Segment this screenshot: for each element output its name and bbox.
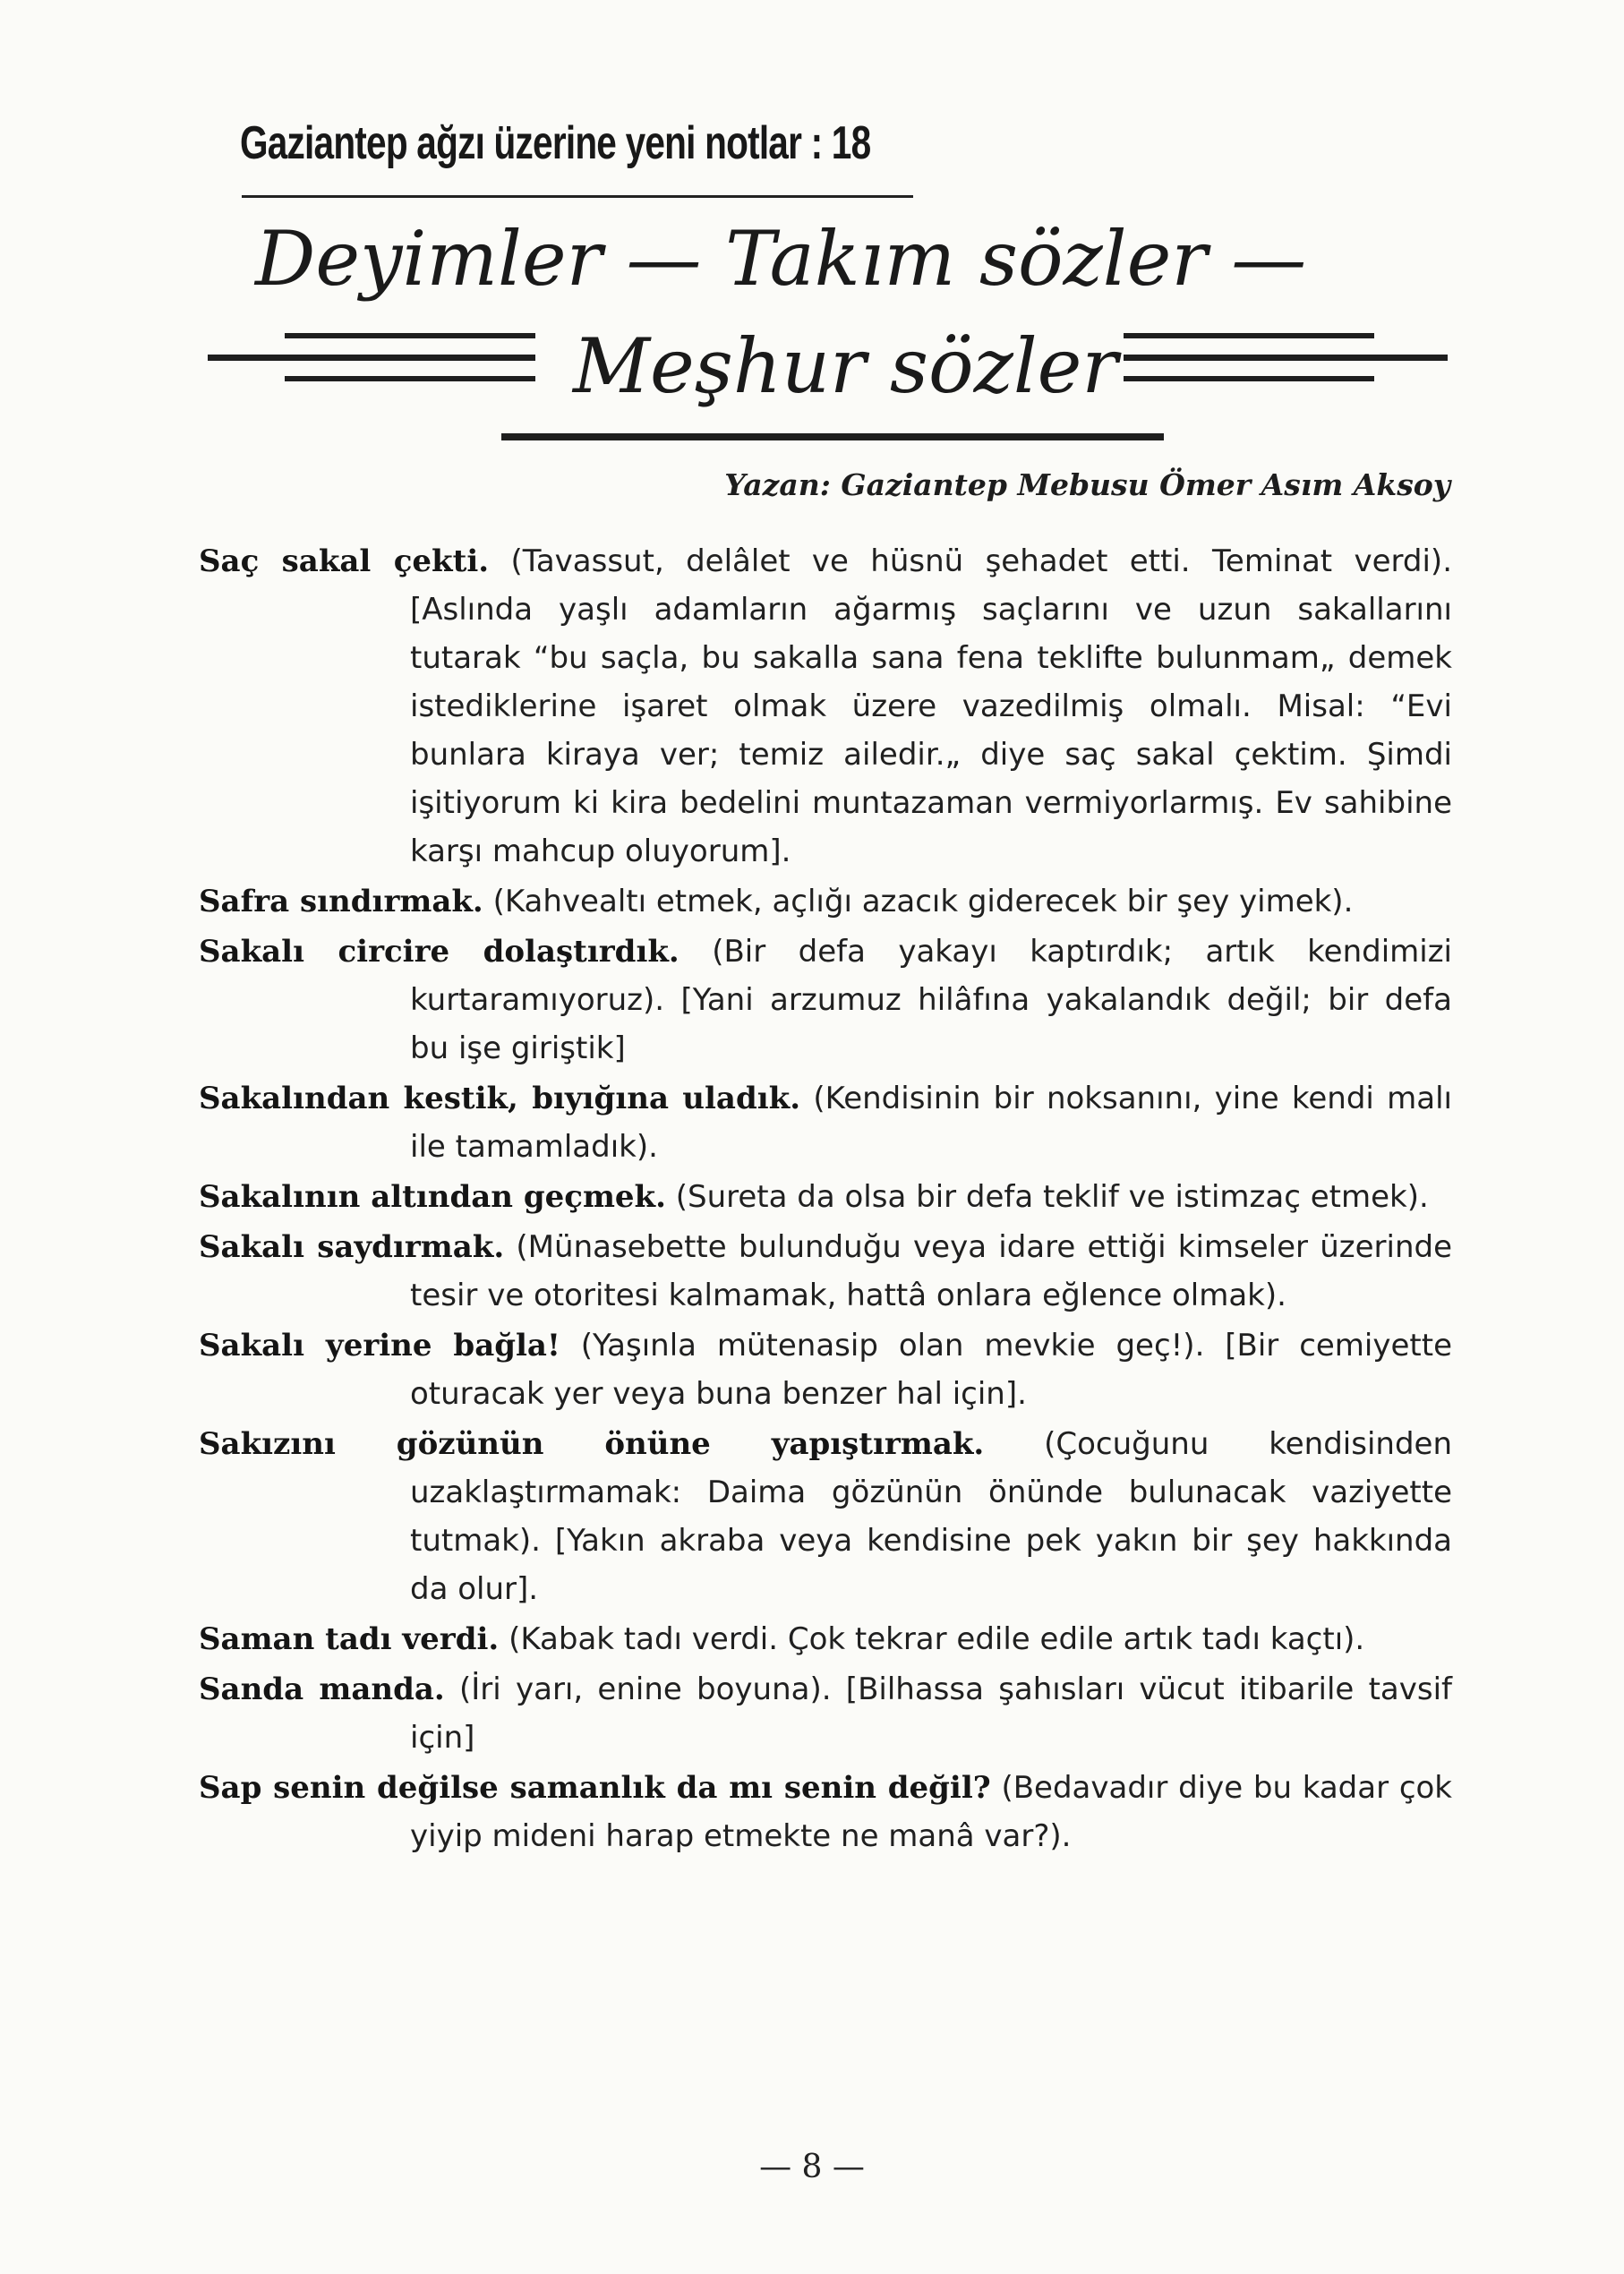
entry-definition: (Münasebette bulunduğu veya idare ettiği kimseler üzerinde tesir ve otoritesi kalmamak, hattâ onlara eğlence olmak). — [410, 1229, 1453, 1313]
title-underline-rule — [501, 433, 1164, 440]
decorative-bar-right-1 — [1124, 333, 1374, 338]
series-underline — [242, 195, 913, 198]
entry — [199, 1321, 1452, 1418]
decorative-bar-left-2 — [208, 355, 535, 361]
entry-term: Saman tadı verdi. — [199, 1621, 500, 1657]
decorative-bar-right-3 — [1124, 376, 1374, 381]
entry-term: Sanda manda. — [199, 1671, 445, 1707]
entry — [199, 1615, 1452, 1663]
entry-definition: (İri yarı, enine boyuna). [Bilhassa şahısları vücut itibarile tavsif için] — [410, 1671, 1452, 1756]
entry-term: Sakızını gözünün önüne yapıştırmak. — [199, 1426, 985, 1462]
entry-term: Sakalı circire dolaştırdık. — [199, 934, 680, 970]
entry — [199, 1074, 1452, 1171]
entry-definition: (Kabak tadı verdi. Çok tekrar edile edile artık tadı kaçtı). — [509, 1621, 1365, 1657]
series-title: Gaziantep ağzı üzerine yeni notlar : 18 — [240, 117, 871, 169]
decorative-bar-right-2 — [1124, 355, 1448, 361]
decorative-bar-left-3 — [285, 376, 535, 381]
entry — [199, 1223, 1452, 1320]
entry-definition: (Bedavadır diye bu kadar çok yiyip mideni harap etmekte ne manâ var?). — [410, 1770, 1453, 1854]
page-number: — 8 — — [759, 2149, 865, 2185]
entry-list — [199, 537, 1452, 1862]
decorative-bar-left-1 — [285, 333, 535, 338]
entry-term: Sap senin değilse samanlık da mı senin değil? — [199, 1770, 991, 1806]
entry — [199, 1665, 1452, 1762]
entry-definition: (Yaşınla mütenasip olan mevkie geç!). [Bir cemiyette oturacak yer veya buna benzer hal için]. — [410, 1328, 1452, 1412]
entry-definition: (Bir defa yakayı kaptırdık; artık kendimizi kurtaramıyoruz). [Yani arzumuz hilâfına yakalandık değil; bir defa bu işe giriştik] — [410, 934, 1453, 1066]
main-title-line-2: Meşhur sözler — [573, 322, 1118, 410]
entry-definition: (Tavassut, delâlet ve hüsnü şehadet etti. Teminat verdi). [Aslında yaşlı adamların ağarmış saçlarını ve uzun sakallarını tutarak “bu saçla, bu sakalla sana fena teklifte bulunmam„ demek istediklerine işaret olmak üzere vazedilmiş olmalı. Misal: “Evi bunlara kiraya ver; temiz ailedir.„ diye saç sakal çektim. Şimdi işitiyorum ki kira bedelini muntazaman vermiyorlarmış. Ev sahibine karşı mahcup oluyorum]. — [410, 543, 1453, 869]
entry-term: Sakalının altından geçmek. — [199, 1179, 666, 1215]
entry-term: Safra sındırmak. — [199, 884, 483, 919]
entry-term: Sakalı saydırmak. — [199, 1229, 505, 1265]
entry-definition: (Kahvealtı etmek, açlığı azacık giderecek bir şey yimek). — [492, 884, 1354, 919]
entry — [199, 928, 1452, 1073]
entry — [199, 1764, 1452, 1860]
entry-definition: (Kendisinin bir noksanını, yine kendi malı ile tamamladık). — [410, 1081, 1452, 1165]
main-title-line-1: Deyimler — Takım sözler — — [255, 215, 1307, 303]
entry-term: Sakalı yerine bağla! — [199, 1328, 560, 1364]
entry — [199, 537, 1452, 876]
entry-term: Saç sakal çekti. — [199, 543, 490, 579]
author-line: Yazan: Gaziantep Mebusu Ömer Asım Aksoy — [724, 467, 1450, 502]
entry-term: Sakalından kestik, bıyığına uladık. — [199, 1081, 801, 1116]
entry — [199, 1420, 1452, 1613]
entry — [199, 1173, 1452, 1221]
entry — [199, 877, 1452, 926]
entry-definition: (Çocuğunu kendisinden uzaklaştırmamak: Daima gözünün önünde bulunacak vaziyette tutmak). [Yakın akraba veya kendisine pek yakın bir şey hakkında da olur]. — [410, 1426, 1452, 1607]
entry-definition: (Sureta da olsa bir defa teklif ve istimzaç etmek). — [675, 1179, 1429, 1215]
